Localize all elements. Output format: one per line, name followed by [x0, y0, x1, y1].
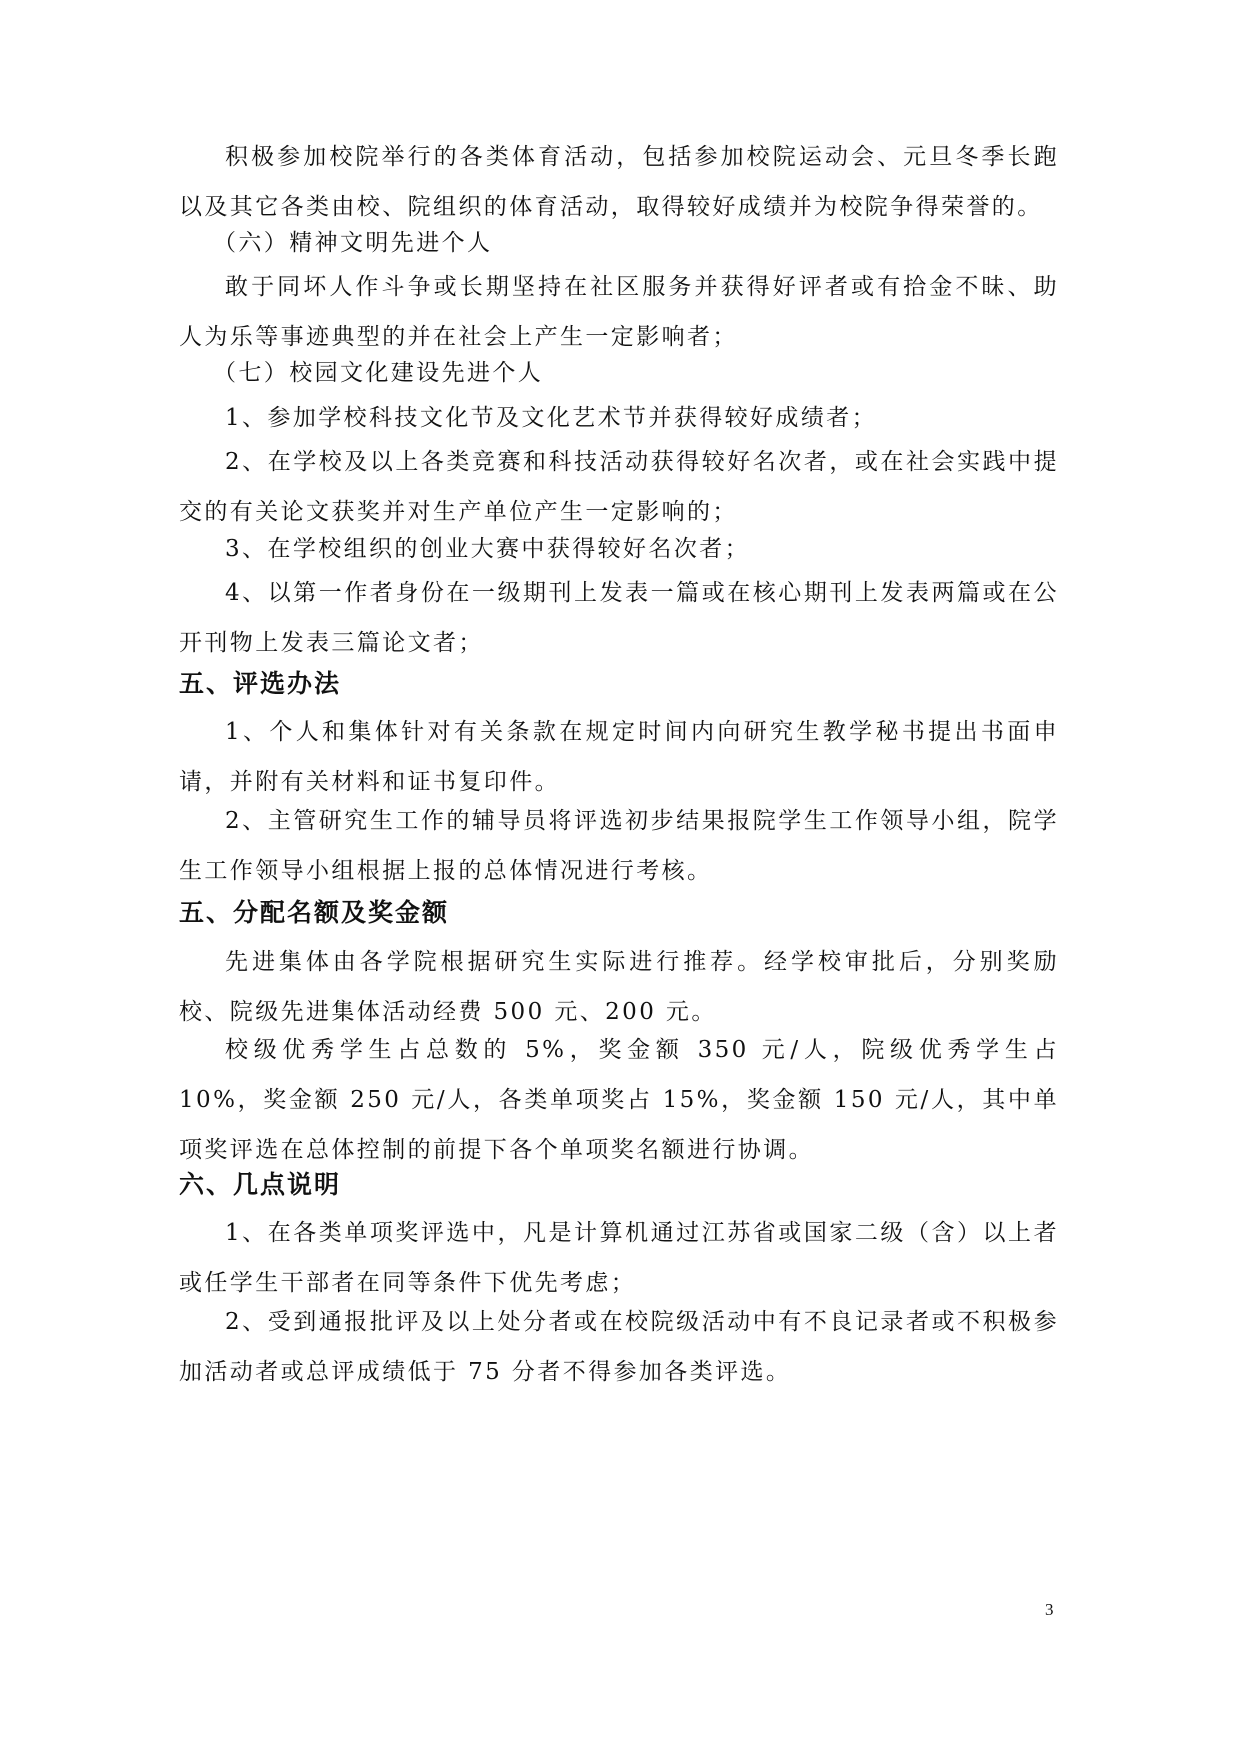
paragraph-advanced-collective: 先进集体由各学院根据研究生实际进行推荐。经学校审批后，分别奖励校、院级先进集体活动经费 500 元、200 元。	[179, 949, 1059, 1025]
paragraph-sports: 积极参加校院举行的各类体育活动，包括参加校院运动会、元旦冬季长跑以及其它各类由校、院组织的体育活动，取得较好成绩并为校院争得荣誉的。	[179, 144, 1059, 220]
section-heading-notes: 六、几点说明	[179, 1170, 342, 1199]
page-number: 3	[1045, 1600, 1054, 1619]
list-item-campus-culture-4: 4、以第一作者身份在一级期刊上发表一篇或在核心期刊上发表两篇或在公开刊物上发表三篇论文者；	[179, 580, 1059, 656]
list-item-campus-culture-2: 2、在学校及以上各类竞赛和科技活动获得较好名次者，或在社会实践中提交的有关论文获奖并对生产单位产生一定影响的；	[179, 449, 1059, 525]
paragraph-excellent-students: 校级优秀学生占总数的 5%，奖金额 350 元/人，院级优秀学生占 10%，奖金额 250 元/人，各类单项奖占 15%，奖金额 150 元/人，其中单项奖评选在总体控制的前提下各个单项奖名额进行协调。	[179, 1037, 1059, 1163]
list-item-selection-2: 2、主管研究生工作的辅导员将评选初步结果报院学生工作领导小组，院学生工作领导小组根据上报的总体情况进行考核。	[179, 808, 1059, 884]
section-heading-selection-method: 五、评选办法	[179, 669, 342, 698]
list-item-notes-1: 1、在各类单项奖评选中，凡是计算机通过江苏省或国家二级（含）以上者或任学生干部者在同等条件下优先考虑；	[179, 1220, 1059, 1296]
list-item-campus-culture-1: 1、参加学校科技文化节及文化艺术节并获得较好成绩者；	[225, 405, 878, 431]
paragraph-spiritual-civilization: 敢于同坏人作斗争或长期坚持在社区服务并获得好评者或有拾金不昧、助人为乐等事迹典型的并在社会上产生一定影响者；	[179, 274, 1059, 350]
list-item-selection-1: 1、个人和集体针对有关条款在规定时间内向研究生教学秘书提出书面申请，并附有关材料和证书复印件。	[179, 719, 1059, 795]
list-item-notes-2: 2、受到通报批评及以上处分者或在校院级活动中有不良记录者或不积极参加活动者或总评成绩低于 75 分者不得参加各类评选。	[179, 1309, 1059, 1385]
list-item-campus-culture-3: 3、在学校组织的创业大赛中获得较好名次者；	[225, 536, 751, 562]
subheading-spiritual-civilization: （六）精神文明先进个人	[213, 230, 493, 256]
section-heading-quota-and-bonus: 五、分配名额及奖金额	[179, 898, 450, 927]
subheading-campus-culture: （七）校园文化建设先进个人	[213, 360, 544, 386]
